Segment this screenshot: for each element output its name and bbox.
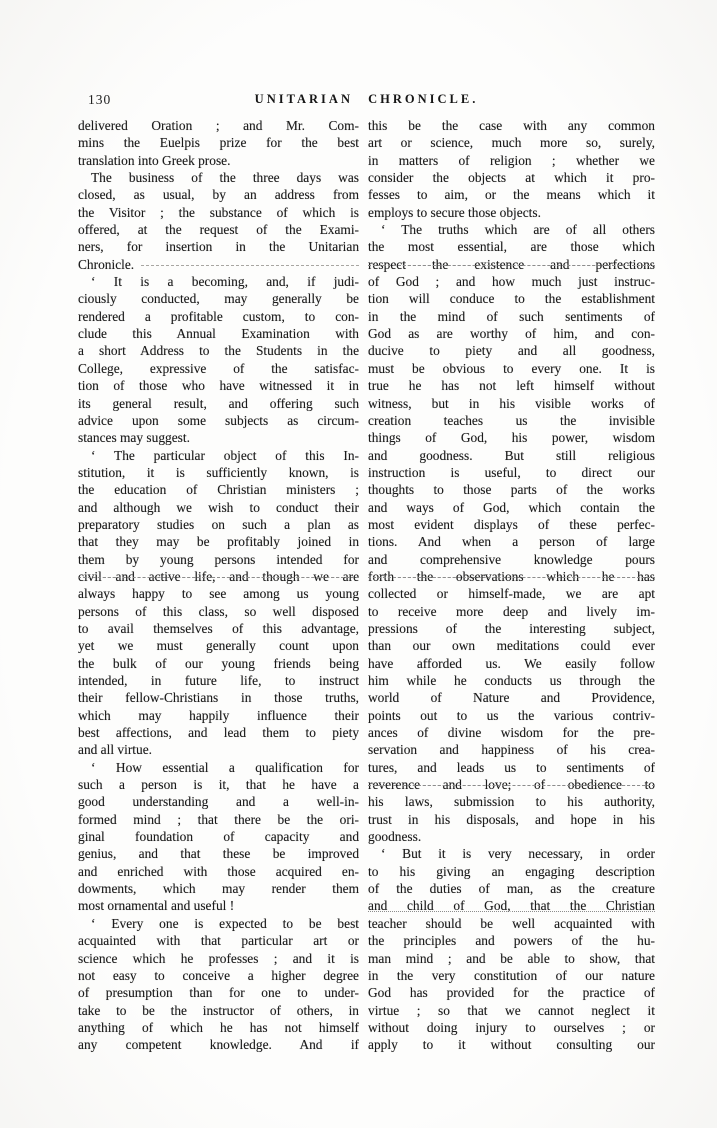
text-line: persons of this class, so well disposed xyxy=(78,603,360,619)
text-line: world of Nature and Providence, xyxy=(368,690,655,706)
text-line: true he has not left himself without xyxy=(368,378,655,394)
text-line: genius, and that these be improved xyxy=(78,846,360,862)
text-line: of presumption than for one to under- xyxy=(78,985,360,1001)
text-line: best affections, and lead them to piety xyxy=(78,725,360,741)
text-line: closed, as usual, by an address from xyxy=(78,187,360,203)
text-line: that they may be profitably joined in xyxy=(78,534,360,550)
text-line: instruction is useful, to direct our xyxy=(368,464,655,480)
text-line: and comprehensive knowledge pours xyxy=(368,551,655,567)
text-line: not easy to conceive a higher degree xyxy=(78,967,360,983)
text-line: and all virtue. xyxy=(78,742,152,758)
text-line: in the very constitution of our nature xyxy=(368,967,655,983)
text-line: good understanding and a well-in- xyxy=(78,794,360,810)
text-line: the education of Christian ministers ; xyxy=(78,482,360,498)
text-line: teacher should be well acquainted with xyxy=(368,915,655,931)
text-line: ginal foundation of capacity and xyxy=(78,829,360,845)
text-line: ‘ The particular object of this In- xyxy=(91,447,360,463)
text-columns xyxy=(78,117,655,1054)
text-line: offered, at the request of the Exami- xyxy=(78,222,360,238)
text-line: points out to us the various contriv- xyxy=(368,707,655,723)
text-line: consider the objects at which it pro- xyxy=(368,170,655,186)
text-line: them by young persons intended for xyxy=(78,551,360,567)
text-line: his laws, submission to his authority, xyxy=(368,794,655,810)
text-line: the most essential, are those which xyxy=(368,239,655,255)
text-line: The business of the three days was xyxy=(91,170,360,186)
text-line: God as are worthy of him, and con- xyxy=(368,326,655,342)
text-line: delivered Oration ; and Mr. Com- xyxy=(78,118,360,133)
text-line: always happy to see among us young xyxy=(78,586,360,602)
text-line: goodness. xyxy=(368,829,422,845)
text-line: most ornamental and useful ! xyxy=(78,898,235,914)
text-line: man mind ; and be able to show, that xyxy=(368,950,655,966)
text-line: tion of those who have witnessed it in xyxy=(78,378,360,394)
text-line: and child of God, that the Christian xyxy=(368,898,655,914)
text-line: in matters of religion ; whether we xyxy=(368,152,655,168)
text-line: its general result, and offering such xyxy=(78,395,360,411)
text-line: tures, and leads us to sentiments of xyxy=(368,759,655,775)
text-line: stances may suggest. xyxy=(78,430,190,446)
text-line-content: Chronicle. xyxy=(78,256,135,272)
text-line: stitution, it is sufficiently known, is xyxy=(78,464,360,480)
text-line: of God ; and how much just instruc- xyxy=(368,274,655,290)
text-line: have afforded us. We easily follow xyxy=(368,655,655,671)
text-line: of the duties of man, as the creature xyxy=(368,881,655,897)
text-line: collected or himself-made, we are apt xyxy=(368,586,655,602)
text-line: ‘ It is a becoming, and, if judi- xyxy=(91,274,360,290)
text-line: apply to it without consulting our xyxy=(368,1037,655,1053)
text-line: advice upon some subjects as circum- xyxy=(78,412,360,428)
text-line: than our own meditations could ever xyxy=(368,638,655,654)
page-number: 130 xyxy=(88,92,112,107)
text-line: formed mind ; that there be the ori- xyxy=(78,811,360,827)
text-line: anything of which he has not himself xyxy=(78,1019,360,1035)
text-line: forth the observations which he has xyxy=(368,568,655,584)
text-line: College, expressive of the satisfac- xyxy=(78,360,360,376)
right-text-column xyxy=(368,117,655,1054)
text-line: ners, for insertion in the Unitarian xyxy=(78,239,360,255)
text-line: rendered a profitable custom, to con- xyxy=(78,308,360,324)
text-line: which may happily influence their xyxy=(78,707,360,723)
text-line: acquainted with that particular art or xyxy=(78,933,360,949)
text-line: translation into Greek prose. xyxy=(78,152,231,168)
text-line: virtue ; so that we cannot neglect it xyxy=(368,1002,655,1018)
scan-artifact-rule xyxy=(141,265,359,266)
text-line: intended, in future life, to instruct xyxy=(78,673,360,688)
text-line: and although we wish to conduct their xyxy=(78,499,360,515)
text-line: preparatory studies on such a plan as xyxy=(78,516,360,532)
text-line: ‘ Every one is expected to be best xyxy=(91,915,360,931)
left-text-column xyxy=(78,117,359,1054)
text-line: witness, but in his visible works of xyxy=(368,395,655,411)
text-line: mins the Euelpis prize for the best xyxy=(78,135,360,151)
text-line: without doing injury to ourselves ; or xyxy=(368,1019,655,1035)
text-line: take to be the instructor of others, in xyxy=(78,1002,360,1018)
text-line: creation teaches us the invisible xyxy=(368,412,655,428)
text-line: the bulk of our young friends being xyxy=(78,655,360,671)
text-line: God has provided for the practice of xyxy=(368,985,655,1001)
text-line: ‘ How essential a qualification for xyxy=(91,759,360,775)
text-line: to avail themselves of this advantage, xyxy=(78,620,360,636)
text-line: dowments, which may render them xyxy=(78,881,360,897)
text-line: ducive to piety and all goodness, xyxy=(368,343,655,359)
text-line: ‘ But it is very necessary, in order xyxy=(381,846,655,862)
text-line: and goodness. But still religious xyxy=(368,447,655,463)
text-line: employs to secure those objects. xyxy=(368,204,541,220)
text-line: respect the existence and perfections xyxy=(368,256,655,272)
text-line: servation and happiness of his crea- xyxy=(368,742,655,758)
text-line: most evident displays of these perfec- xyxy=(368,516,655,532)
text-line: things of God, his power, wisdom xyxy=(368,430,655,446)
text-line: the Visitor ; the substance of which is xyxy=(78,204,360,220)
text-line: a short Address to the Students in the xyxy=(78,343,360,359)
page-header xyxy=(78,92,655,108)
text-line: yet we must generally count upon xyxy=(78,638,360,654)
text-line: this be the case with any common xyxy=(368,118,655,133)
text-line: tions. And when a person of large xyxy=(368,534,655,550)
text-line: fesses to aim, or the means which it xyxy=(368,187,655,203)
text-line: pressions of the interesting subject, xyxy=(368,620,655,636)
text-line: thoughts to those parts of the works xyxy=(368,482,655,498)
text-line: clude this Annual Examination with xyxy=(78,326,360,342)
page-title: UNITARIAN CHRONICLE. xyxy=(254,92,479,106)
text-line: ances of divine wisdom for the pre- xyxy=(368,725,655,741)
text-line: such a person is it, that he have a xyxy=(78,777,360,793)
text-line: and ways of God, which contain the xyxy=(368,499,655,515)
text-line: him while he conducts us through the xyxy=(368,673,655,688)
text-line: civil and active life, and though we are xyxy=(78,568,360,584)
text-line: tion will conduce to the establishment xyxy=(368,291,655,307)
text-line: and enriched with those acquired en- xyxy=(78,863,360,879)
text-line: to his giving an engaging description xyxy=(368,863,655,879)
text-line: must be obvious to every one. It is xyxy=(368,360,655,376)
text-line: reverence and love; of obedience to xyxy=(368,777,655,793)
text-line: any competent knowledge. And if xyxy=(78,1037,360,1053)
text-line: ciously conducted, may generally be xyxy=(78,291,360,307)
text-line: art or science, much more so, surely, xyxy=(368,135,655,151)
text-line: the principles and powers of the hu- xyxy=(368,933,655,949)
text-line: trust in his disposals, and hope in his xyxy=(368,811,655,827)
text-line: science which he professes ; and it is xyxy=(78,950,360,966)
text-line: ‘ The truths which are of all others xyxy=(381,222,655,238)
text-line: to receive more deep and lively im- xyxy=(368,603,655,619)
text-line xyxy=(78,256,359,273)
text-line: their fellow-Christians in those truths, xyxy=(78,690,360,706)
text-line: in the mind of such sentiments of xyxy=(368,308,655,324)
